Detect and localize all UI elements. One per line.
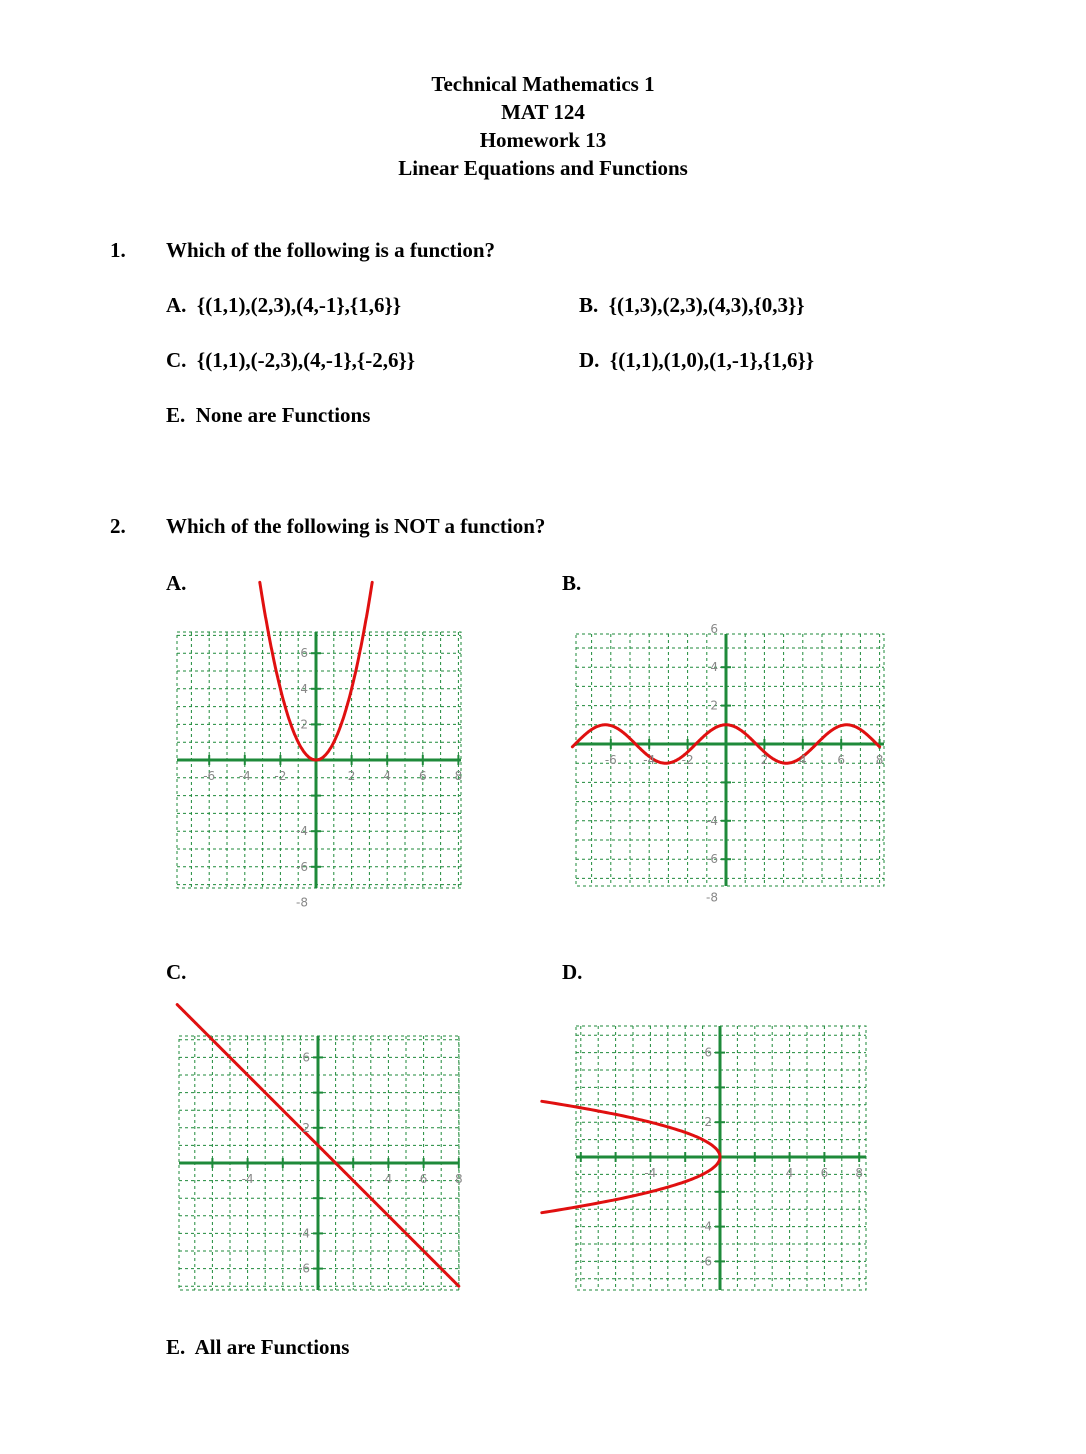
y-tick-label: -6 [298,1261,310,1276]
q1-option-d-label: D. [579,348,600,372]
x-tick-label: 4 [798,753,807,767]
y-tick-label: -8 [296,895,308,910]
x-tick-label: -6 [203,769,216,783]
q2-option-a-label: A. [166,571,187,595]
q1-option-e-label: E. [166,403,186,427]
x-tick-label: 6 [418,769,427,783]
q1-option-c-value: {(1,1),(-2,3),(4,-1},{-2,6}} [196,348,415,372]
y-tick-label: -4 [700,1219,712,1234]
x-tick-label: 4 [383,769,392,783]
y-tick-label: 4 [300,681,308,696]
q1-option-a-label: A. [166,293,187,317]
q2-option-e-value: All are Functions [194,1335,350,1359]
x-tick-label: 6 [820,1166,829,1180]
x-tick-label: 2 [760,753,769,767]
x-tick-label: -4 [241,1172,254,1186]
graph-b-sine-wave [572,621,886,905]
question-1-number: 1. [110,238,126,262]
x-tick-label: -6 [604,753,617,767]
y-tick-label: -8 [706,890,718,905]
homework-topic: Linear Equations and Functions [398,156,688,180]
y-tick-label: 6 [300,646,308,661]
q2-option-d-label: D. [562,960,583,984]
q1-option-b [579,293,805,318]
q1-option-d-value: {(1,1),(1,0),(1,-1},{1,6}} [609,348,815,372]
x-tick-label: 4 [785,1166,794,1180]
x-tick-label: -4 [643,753,656,767]
y-tick-label: -4 [706,813,718,828]
y-tick-label: 2 [300,717,308,732]
y-tick-label: 6 [302,1050,310,1065]
y-tick-label: -6 [296,859,308,874]
q1-option-e-value: None are Functions [195,403,371,427]
course-title: Technical Mathematics 1 [431,72,655,96]
q2-option-e-label: E. [166,1335,186,1359]
y-tick-label: 2 [704,1115,712,1130]
x-tick-label: 8 [875,753,884,767]
x-tick-label: -2 [274,769,287,783]
x-tick-label: -4 [644,1166,657,1180]
q1-option-a [166,293,401,318]
graph-c-line [177,1020,462,1292]
y-tick-label: -6 [700,1254,712,1269]
y-tick-label: -4 [298,1226,310,1241]
question-2-number: 2. [110,514,126,538]
q2-option-c-label: C. [166,960,187,984]
q1-option-b-label: B. [579,293,599,317]
graph-d-sideways-parabola [560,1022,870,1294]
q2-option-b-label: B. [562,571,582,595]
q2-option-e [166,1335,349,1360]
q1-option-b-value: {(1,3),(2,3),(4,3),{0,3}} [608,293,805,317]
graph-a-parabola [175,620,465,910]
question-2-text: Which of the following is NOT a function? [166,514,546,538]
q1-option-a-value: {(1,1),(2,3),(4,-1},{1,6}} [196,293,402,317]
q1-option-d [579,348,814,373]
y-tick-label: -6 [706,852,718,867]
y-tick-label: 6 [704,1045,712,1060]
q1-option-e [166,403,370,428]
y-tick-label: 6 [710,621,718,636]
x-tick-label: 8 [855,1166,864,1180]
course-code: MAT 124 [501,100,585,124]
x-tick-label: 2 [347,769,356,783]
x-tick-label: 6 [837,753,846,767]
x-tick-label: -2 [681,753,694,767]
x-tick-label: 8 [454,769,463,783]
x-tick-label: 4 [384,1172,393,1186]
y-tick-label: 2 [302,1120,310,1135]
q1-option-c [166,348,415,373]
homework-number: Homework 13 [479,128,607,152]
x-tick-label: 8 [454,1172,463,1186]
q1-option-c-label: C. [166,348,187,372]
x-tick-label: -4 [238,769,251,783]
y-tick-label: -4 [296,824,308,839]
x-tick-label: 6 [419,1172,428,1186]
question-1-text: Which of the following is a function? [166,238,496,262]
y-tick-label: 2 [710,698,718,713]
y-tick-label: 4 [710,660,718,675]
